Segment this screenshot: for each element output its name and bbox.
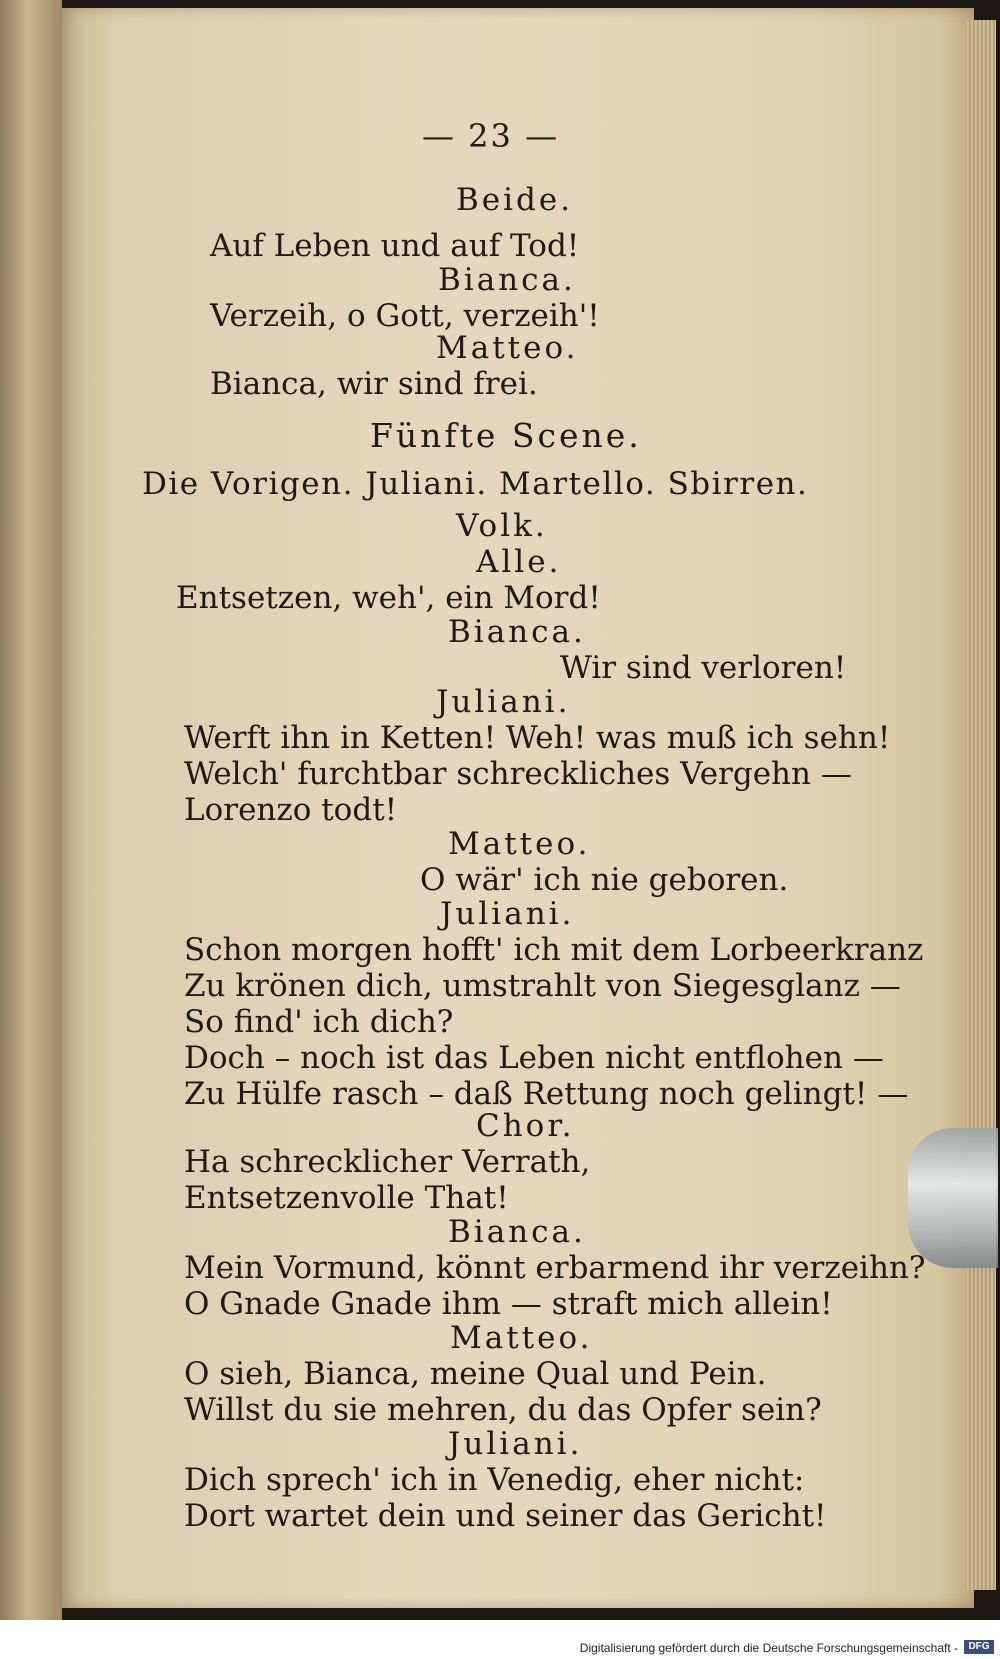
- verse-line: Zu krönen dich, umstrahlt von Siegesglanz —: [184, 968, 901, 1004]
- speaker-label: Volk.: [456, 508, 548, 544]
- verse-line: Werft ihn in Ketten! Weh! was muß ich sehn!: [184, 720, 891, 756]
- verse-line: O sieh, Bianca, meine Qual und Pein.: [184, 1356, 767, 1392]
- verse-line: Welch' furchtbar schreckliches Vergehn —: [184, 756, 852, 792]
- verse-line: Entsetzen, weh', ein Mord!: [176, 580, 601, 616]
- speaker-label: Juliani.: [436, 684, 571, 720]
- page-number: — 23 —: [422, 117, 560, 155]
- speaker-label: Chor.: [476, 1108, 575, 1144]
- scene-characters: Die Vorigen. Juliani. Martello. Sbirren.: [142, 466, 809, 502]
- verse-line: So find' ich dich?: [184, 1004, 454, 1040]
- verse-line: Schon morgen hofft' ich mit dem Lorbeerkranz: [184, 932, 924, 968]
- verse-line: Auf Leben und auf Tod!: [210, 228, 580, 264]
- verse-line: Lorenzo todt!: [184, 792, 398, 828]
- verse-line: O Gnade Gnade ihm — straft mich allein!: [184, 1286, 833, 1322]
- dfg-logo-icon: DFG: [964, 1640, 994, 1654]
- speaker-label: Matteo.: [450, 1320, 593, 1356]
- speaker-label: Matteo.: [436, 330, 579, 366]
- verse-line: Mein Vormund, könnt erbarmend ihr verzeihn?: [184, 1250, 926, 1286]
- verse-line: Dich sprech' ich in Venedig, eher nicht:: [184, 1462, 805, 1498]
- verse-line: Entsetzenvolle That!: [184, 1180, 509, 1216]
- verse-line: O wär' ich nie geboren.: [420, 862, 789, 898]
- verse-line: Willst du sie mehren, du das Opfer sein?: [184, 1392, 822, 1428]
- verse-line: Dort wartet dein und seiner das Gericht!: [184, 1498, 827, 1534]
- verse-line: Verzeih, o Gott, verzeih'!: [210, 298, 600, 334]
- verse-line: Bianca, wir sind frei.: [210, 366, 538, 402]
- speaker-label: Juliani.: [448, 1426, 583, 1462]
- speaker-label: Beide.: [456, 182, 574, 218]
- verse-line: Doch – noch ist das Leben nicht entflohen —: [184, 1040, 884, 1076]
- funding-credit: Digitalisierung gefördert durch die Deutsche Forschungsgemeinschaft -: [579, 1641, 958, 1655]
- speaker-label: Bianca.: [438, 262, 576, 298]
- speaker-label: Matteo.: [448, 826, 591, 862]
- speaker-label: Bianca.: [448, 1214, 586, 1250]
- speaker-label: Alle.: [476, 544, 562, 580]
- scene-heading: Fünfte Scene.: [370, 416, 642, 455]
- speaker-label: Juliani.: [440, 896, 575, 932]
- speaker-label: Bianca.: [448, 614, 586, 650]
- verse-line: Ha schrecklicher Verrath,: [184, 1144, 591, 1180]
- verse-line: Zu Hülfe rasch – daß Rettung noch gelingt! —: [184, 1076, 909, 1112]
- verse-line: Wir sind verloren!: [560, 650, 847, 686]
